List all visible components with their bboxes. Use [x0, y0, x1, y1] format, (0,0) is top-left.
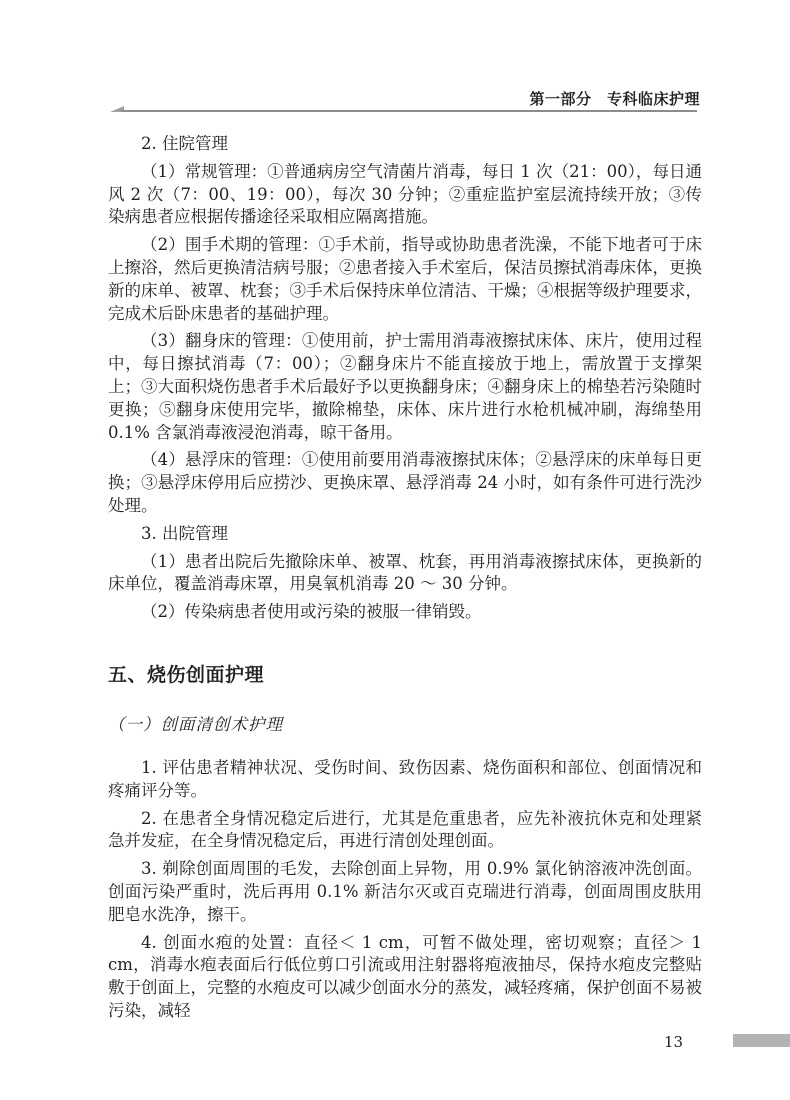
header-rule [121, 110, 697, 112]
subsection-heading: （一）创面清创术护理 [108, 714, 283, 734]
subsection-heading-discharge: 3. 出院管理 [141, 523, 228, 543]
page-body [108, 133, 702, 1023]
paragraph: （1）患者出院后先撤除床单、被罩、枕套，再用消毒液擦拭床体，更换新的床单位，覆盖消毒床罩，用臭氧机消毒 20 ～ 30 分钟。 [108, 551, 702, 594]
paragraph: 1. 评估患者精神状况、受伤时间、致伤因素、烧伤面积和部位、创面情况和疼痛评分等。 [108, 757, 702, 800]
paragraph: 4. 创面水疱的处置：直径＜ 1 cm，可暂不做处理，密切观察；直径＞ 1 cm，消毒水疱表面后行低位剪口引流或用注射器将疱液抽尽，保持水疱皮完整贴敷于创面上，完整的水疱皮可以减少创面水分的蒸发，减轻疼痛，保护创面不易被污染，减轻 [108, 932, 702, 1020]
section-heading: 五、烧伤创面护理 [108, 663, 265, 686]
paragraph: （1）常规管理：①普通病房空气清菌片消毒，每日 1 次（21：00），每日通风 2 次（7：00、19：00），每次 30 分钟；②重症监护室层流持续开放；③传染病患者应根据传播途径采取相应隔离措施。 [108, 161, 702, 227]
page-edge-tab [733, 1034, 790, 1047]
subsection-heading-inpatient: 2. 住院管理 [141, 134, 228, 153]
paragraph: （2）围手术期的管理：①手术前，指导或协助患者洗澡，不能下地者可于床上擦浴，然后更换清洁病号服；②患者接入手术室后，保洁员擦拭消毒床体，更换新的床单、被罩、枕套；③手术后保持床单位清洁、干燥；④根据等级护理要求，完成术后卧床患者的基础护理。 [108, 235, 702, 323]
paragraph: （4）悬浮床的管理：①使用前要用消毒液擦拭床体；②悬浮床的床单每日更换；③悬浮床停用后应捞沙、更换床罩、悬浮消毒 24 小时，如有条件可进行洗沙处理。 [108, 450, 702, 515]
running-header-title: 第一部分 专科临床护理 [529, 90, 700, 108]
paragraph: 2. 在患者全身情况稳定后进行，尤其是危重患者，应先补液抗休克和处理紧急并发症，在全身情况稳定后，再进行清创处理创面。 [108, 808, 702, 851]
paragraph: （2）传染病患者使用或污染的被服一律销毁。 [141, 602, 482, 622]
paragraph: （3）翻身床的管理：①使用前，护士需用消毒液擦拭床体、床片，使用过程中，每日擦拭消毒（7：00）；②翻身床片不能直接放于地上，需放置于支撑架上；③大面积烧伤患者手术后最好予以更换翻身床；④翻身床上的棉垫若污染随时更换；⑤翻身床使用完毕，撤除棉垫，床体、床片进行水枪机械冲刷，海绵垫用 0.1% 含氯消毒液浸泡消毒，晾干备用。 [108, 331, 702, 442]
page-number: 13 [664, 1033, 684, 1051]
paragraph: 3. 剃除创面周围的毛发，去除创面上异物，用 0.9% 氯化钠溶液冲洗创面。创面污染严重时，洗后再用 0.1% 新洁尔灭或百克瑞进行消毒，创面周围皮肤用肥皂水洗净，擦干。 [108, 859, 702, 924]
